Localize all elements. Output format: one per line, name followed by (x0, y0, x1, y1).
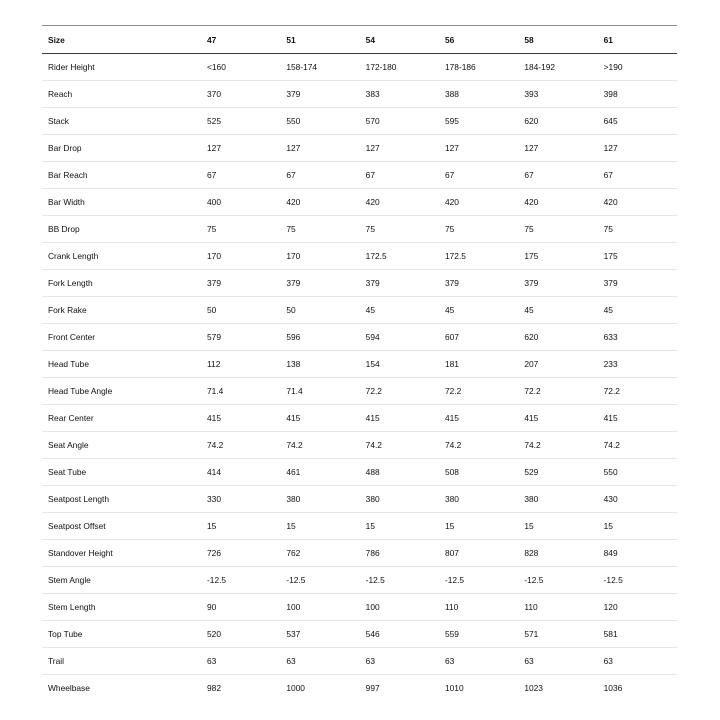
table-cell: 415 (598, 405, 677, 432)
table-cell: 383 (360, 81, 439, 108)
table-cell: 67 (518, 162, 597, 189)
table-cell: 1036 (603, 683, 623, 693)
table-cell: 379 (360, 270, 439, 297)
table-cell: 71.4 (201, 378, 280, 405)
table-row (42, 675, 677, 702)
table-cell: 110 (439, 594, 518, 621)
table-cell: 15 (598, 513, 677, 540)
table-cell: >190 (598, 54, 677, 81)
row-label: Trail (42, 648, 201, 675)
row-label: Head Tube Angle (42, 378, 201, 405)
row-label: Seat Angle (42, 432, 201, 459)
table-cell: 127 (518, 135, 597, 162)
column-header-size: Size (42, 26, 201, 54)
table-cell: 67 (360, 162, 439, 189)
table-cell: 828 (518, 540, 597, 567)
table-cell: 67 (201, 162, 280, 189)
table-cell: 181 (439, 351, 518, 378)
row-label: Front Center (42, 324, 201, 351)
table-cell: 370 (201, 81, 280, 108)
table-cell: 620 (518, 324, 597, 351)
table-row (42, 540, 677, 567)
table-cell: -12.5 (598, 567, 677, 594)
row-label: Bar Drop (42, 135, 201, 162)
table-cell: 570 (360, 108, 439, 135)
table-cell: 63 (439, 648, 518, 675)
table-cell: 127 (360, 135, 439, 162)
table-cell: 184-192 (518, 54, 597, 81)
table-cell: 607 (439, 324, 518, 351)
table-row (42, 378, 677, 405)
row-label: Seatpost Offset (42, 513, 201, 540)
table-cell: 420 (439, 189, 518, 216)
table-cell: 398 (598, 81, 677, 108)
column-header-size-value: 58 (518, 26, 597, 54)
table-row (42, 351, 677, 378)
table-cell: 379 (598, 270, 677, 297)
table-row (42, 81, 677, 108)
table-cell: 45 (518, 297, 597, 324)
table-cell: 75 (518, 216, 597, 243)
table-cell: 430 (598, 486, 677, 513)
table-row (42, 243, 677, 270)
header-row (42, 26, 677, 54)
table-cell: 63 (201, 648, 280, 675)
table-cell: 63 (598, 648, 677, 675)
column-header-size-value: 51 (280, 26, 359, 54)
table-body (42, 54, 677, 702)
table-cell: 379 (439, 270, 518, 297)
table-cell: -12.5 (280, 567, 359, 594)
table-cell: 74.2 (439, 432, 518, 459)
table-cell: -12.5 (439, 567, 518, 594)
table-cell: 71.4 (280, 378, 359, 405)
table-cell: 581 (598, 621, 677, 648)
table-cell: 127 (439, 135, 518, 162)
table-cell: 15 (518, 513, 597, 540)
table-cell: 112 (201, 351, 280, 378)
table-cell: 415 (439, 405, 518, 432)
row-label: Seat Tube (42, 459, 201, 486)
table-cell: 596 (280, 324, 359, 351)
table-cell: 726 (201, 540, 280, 567)
table-row (42, 162, 677, 189)
row-label: Bar Reach (42, 162, 201, 189)
table-cell: 849 (598, 540, 677, 567)
table-cell: 380 (439, 486, 518, 513)
table-cell: 75 (598, 216, 677, 243)
table-cell: 74.2 (201, 432, 280, 459)
table-cell: 72.2 (598, 378, 677, 405)
table-cell: -12.5 (360, 567, 439, 594)
table-cell: 982 (207, 683, 221, 693)
table-cell: 529 (518, 459, 597, 486)
table-cell: 207 (518, 351, 597, 378)
row-label: Rider Height (42, 54, 201, 81)
table-cell: 127 (280, 135, 359, 162)
row-label: Reach (42, 81, 201, 108)
table-cell: 420 (518, 189, 597, 216)
table-cell: 45 (598, 297, 677, 324)
column-header-size-value: 47 (201, 26, 280, 54)
table-cell: 175 (598, 243, 677, 270)
table-row (42, 459, 677, 486)
table-cell: 595 (439, 108, 518, 135)
table-row (42, 648, 677, 675)
table-cell: 72.2 (518, 378, 597, 405)
column-header-size-value: 54 (360, 26, 439, 54)
table-cell: 172.5 (360, 243, 439, 270)
row-label: Bar Width (42, 189, 201, 216)
table-row (42, 432, 677, 459)
table-cell: 110 (518, 594, 597, 621)
table-row (42, 135, 677, 162)
table-cell: 415 (360, 405, 439, 432)
row-label: Stem Angle (42, 567, 201, 594)
row-label: Stack (42, 108, 201, 135)
table-cell: 72.2 (439, 378, 518, 405)
row-label: Stem Length (42, 594, 201, 621)
table-cell: <160 (201, 54, 280, 81)
table-cell: 74.2 (360, 432, 439, 459)
table-cell: 620 (518, 108, 597, 135)
row-label: Fork Length (42, 270, 201, 297)
table-cell: 520 (201, 621, 280, 648)
table-row (42, 54, 677, 81)
table-cell: 330 (201, 486, 280, 513)
table-cell: 178-186 (439, 54, 518, 81)
table-cell: 67 (280, 162, 359, 189)
table-cell: 559 (439, 621, 518, 648)
table-row (42, 567, 677, 594)
table-row (42, 189, 677, 216)
table-cell: 74.2 (280, 432, 359, 459)
table-cell: 1000 (286, 683, 305, 693)
table-cell: 379 (280, 81, 359, 108)
table-cell: 571 (518, 621, 597, 648)
table-cell: 379 (201, 270, 280, 297)
table-cell: 172.5 (439, 243, 518, 270)
table-cell: 380 (518, 486, 597, 513)
table-row (42, 216, 677, 243)
table-cell: 1010 (444, 683, 464, 693)
table-cell: 15 (280, 513, 359, 540)
table-cell: 550 (598, 459, 677, 486)
row-label: BB Drop (42, 216, 201, 243)
table-cell: 63 (360, 648, 439, 675)
table-cell: 127 (201, 135, 280, 162)
table-cell: 546 (360, 621, 439, 648)
table-row (42, 594, 677, 621)
table-cell: 579 (201, 324, 280, 351)
table-cell: 72.2 (360, 378, 439, 405)
table-cell: 807 (439, 540, 518, 567)
table-cell: 550 (280, 108, 359, 135)
table-cell: 420 (598, 189, 677, 216)
table-cell: 154 (360, 351, 439, 378)
table-cell: -12.5 (201, 567, 280, 594)
row-label: Head Tube (42, 351, 201, 378)
row-label: Seatpost Length (42, 486, 201, 513)
table-row (42, 297, 677, 324)
table-cell: 415 (518, 405, 597, 432)
table-cell: 100 (280, 594, 359, 621)
column-header-size-value: 56 (439, 26, 518, 54)
table-cell: -12.5 (518, 567, 597, 594)
table-cell: 525 (201, 108, 280, 135)
table-header (42, 26, 677, 54)
table-cell: 74.2 (518, 432, 597, 459)
table-cell: 120 (598, 594, 677, 621)
table-cell: 170 (280, 243, 359, 270)
table-cell: 645 (598, 108, 677, 135)
table-cell: 393 (518, 81, 597, 108)
table-cell: 74.2 (598, 432, 677, 459)
table-cell: 379 (280, 270, 359, 297)
table-cell: 461 (280, 459, 359, 486)
table-cell: 172-180 (360, 54, 439, 81)
row-label: Fork Rake (42, 297, 201, 324)
table-cell: 233 (598, 351, 677, 378)
table-cell: 762 (280, 540, 359, 567)
table-cell: 138 (280, 351, 359, 378)
table-cell: 508 (439, 459, 518, 486)
table-cell: 537 (280, 621, 359, 648)
table-cell: 75 (280, 216, 359, 243)
table-row (42, 486, 677, 513)
table-row (42, 270, 677, 297)
table-row (42, 324, 677, 351)
table-cell: 997 (365, 683, 380, 693)
table-cell: 45 (360, 297, 439, 324)
table-cell: 420 (280, 189, 359, 216)
table-cell: 100 (360, 594, 439, 621)
table-row (42, 108, 677, 135)
table-cell: 380 (360, 486, 439, 513)
table-cell: 158-174 (280, 54, 359, 81)
table-cell: 15 (439, 513, 518, 540)
table-cell: 175 (518, 243, 597, 270)
table-cell: 50 (201, 297, 280, 324)
table-cell: 75 (360, 216, 439, 243)
table-cell: 15 (201, 513, 280, 540)
table-cell: 415 (280, 405, 359, 432)
table-cell: 414 (201, 459, 280, 486)
geometry-table (42, 25, 677, 701)
row-label: Crank Length (42, 243, 201, 270)
table-row (42, 405, 677, 432)
table-cell: 379 (518, 270, 597, 297)
table-cell: 63 (518, 648, 597, 675)
table-cell: 50 (280, 297, 359, 324)
table-cell: 388 (439, 81, 518, 108)
table-cell: 380 (280, 486, 359, 513)
table-cell: 75 (439, 216, 518, 243)
table-cell: 15 (360, 513, 439, 540)
table-cell: 594 (360, 324, 439, 351)
table-cell: 400 (201, 189, 280, 216)
table-cell: 67 (439, 162, 518, 189)
table-cell: 45 (439, 297, 518, 324)
table-cell: 488 (360, 459, 439, 486)
row-label: Top Tube (42, 621, 201, 648)
column-header-size-value: 61 (598, 26, 677, 54)
table-cell: 420 (360, 189, 439, 216)
row-label: Wheelbase (48, 683, 90, 693)
table-cell: 90 (201, 594, 280, 621)
table-cell: 633 (598, 324, 677, 351)
row-label: Rear Center (42, 405, 201, 432)
table-cell: 63 (280, 648, 359, 675)
table-cell: 75 (201, 216, 280, 243)
table-cell: 415 (201, 405, 280, 432)
table-cell: 170 (201, 243, 280, 270)
table-cell: 786 (360, 540, 439, 567)
table-row (42, 621, 677, 648)
table-cell: 127 (598, 135, 677, 162)
table-cell: 67 (598, 162, 677, 189)
table-row (42, 513, 677, 540)
row-label: Standover Height (42, 540, 201, 567)
table-cell: 1023 (524, 683, 543, 693)
